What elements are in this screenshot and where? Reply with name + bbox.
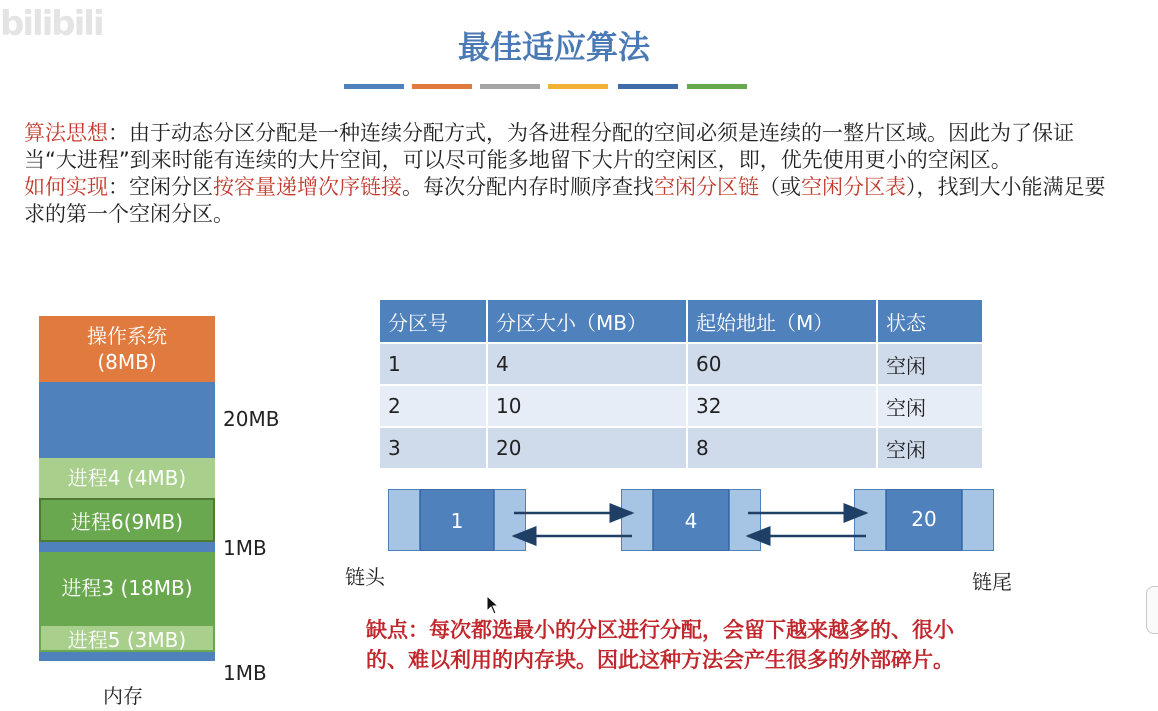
cell: 1 bbox=[379, 343, 487, 385]
os-size: (8MB) bbox=[97, 350, 157, 374]
col-start-address: 起始地址（M） bbox=[687, 299, 877, 343]
how-text-1: ：空闲分区 bbox=[108, 175, 213, 199]
memory-caption: 内存 bbox=[103, 684, 143, 708]
how-red-3: 空闲分区表 bbox=[801, 175, 906, 199]
cell: 空闲 bbox=[877, 385, 983, 427]
node-value: 4 bbox=[653, 489, 729, 551]
node-value: 20 bbox=[886, 489, 962, 551]
mouse-cursor-icon bbox=[486, 595, 500, 615]
bilibili-watermark: bilibili bbox=[0, 4, 103, 44]
col-status: 状态 bbox=[877, 299, 983, 343]
os-label: 操作系统 bbox=[87, 324, 167, 348]
node-value: 1 bbox=[420, 489, 494, 551]
scroll-handle[interactable] bbox=[1146, 586, 1158, 634]
drawback-line-2: 的、难以利用的内存块。因此这种方法会产生很多的外部碎片。 bbox=[366, 648, 954, 672]
size-label-1mb-b: 1MB bbox=[223, 661, 267, 685]
how-text-3: （或 bbox=[759, 175, 801, 199]
cell: 空闲 bbox=[877, 427, 983, 469]
cell: 8 bbox=[687, 427, 877, 469]
how-label: 如何实现 bbox=[24, 175, 108, 199]
how-text-2: 。每次分配内存时顺序查找 bbox=[402, 175, 654, 199]
how-red-1: 按容量递增次序链接 bbox=[213, 175, 402, 199]
cell: 20 bbox=[487, 427, 687, 469]
memory-seg-process3: 进程3 (18MB) bbox=[39, 552, 215, 624]
idea-text: ：由于动态分区分配是一种连续分配方式，为各进程分配的空间必须是连续的一整片区域。因此为了保证当“大进程”到来时能有连续的大片空间，可以尽可能多地留下大片的空闲区，即，优先使用更小的空闲区。 bbox=[24, 121, 1074, 172]
cell: 60 bbox=[687, 343, 877, 385]
memory-seg-process4: 进程4 (4MB) bbox=[39, 458, 215, 498]
chain-tail-label: 链尾 bbox=[972, 570, 1012, 594]
cell: 4 bbox=[487, 343, 687, 385]
how-text-4: ），找到大小能满足要求的第一个空闲分区。 bbox=[24, 175, 1106, 226]
memory-seg-process5: 进程5 (3MB) bbox=[39, 624, 215, 652]
size-label-1mb-a: 1MB bbox=[223, 536, 267, 560]
drawback-note bbox=[366, 615, 1086, 675]
col-partition-no: 分区号 bbox=[379, 299, 487, 343]
how-red-2: 空闲分区链 bbox=[654, 175, 759, 199]
cell: 3 bbox=[379, 427, 487, 469]
cell: 2 bbox=[379, 385, 487, 427]
memory-seg-process6: 进程6(9MB) bbox=[39, 498, 215, 542]
size-label-20mb: 20MB bbox=[223, 407, 280, 431]
col-partition-size: 分区大小（MB） bbox=[487, 299, 687, 343]
chain-head-label: 链头 bbox=[345, 565, 385, 589]
idea-label: 算法思想 bbox=[24, 121, 108, 145]
cell: 10 bbox=[487, 385, 687, 427]
cell: 32 bbox=[687, 385, 877, 427]
drawback-line-1: 缺点：每次都选最小的分区进行分配，会留下越来越多的、很小 bbox=[366, 618, 954, 642]
cell: 空闲 bbox=[877, 343, 983, 385]
slide-title: 最佳适应算法 bbox=[457, 28, 650, 66]
